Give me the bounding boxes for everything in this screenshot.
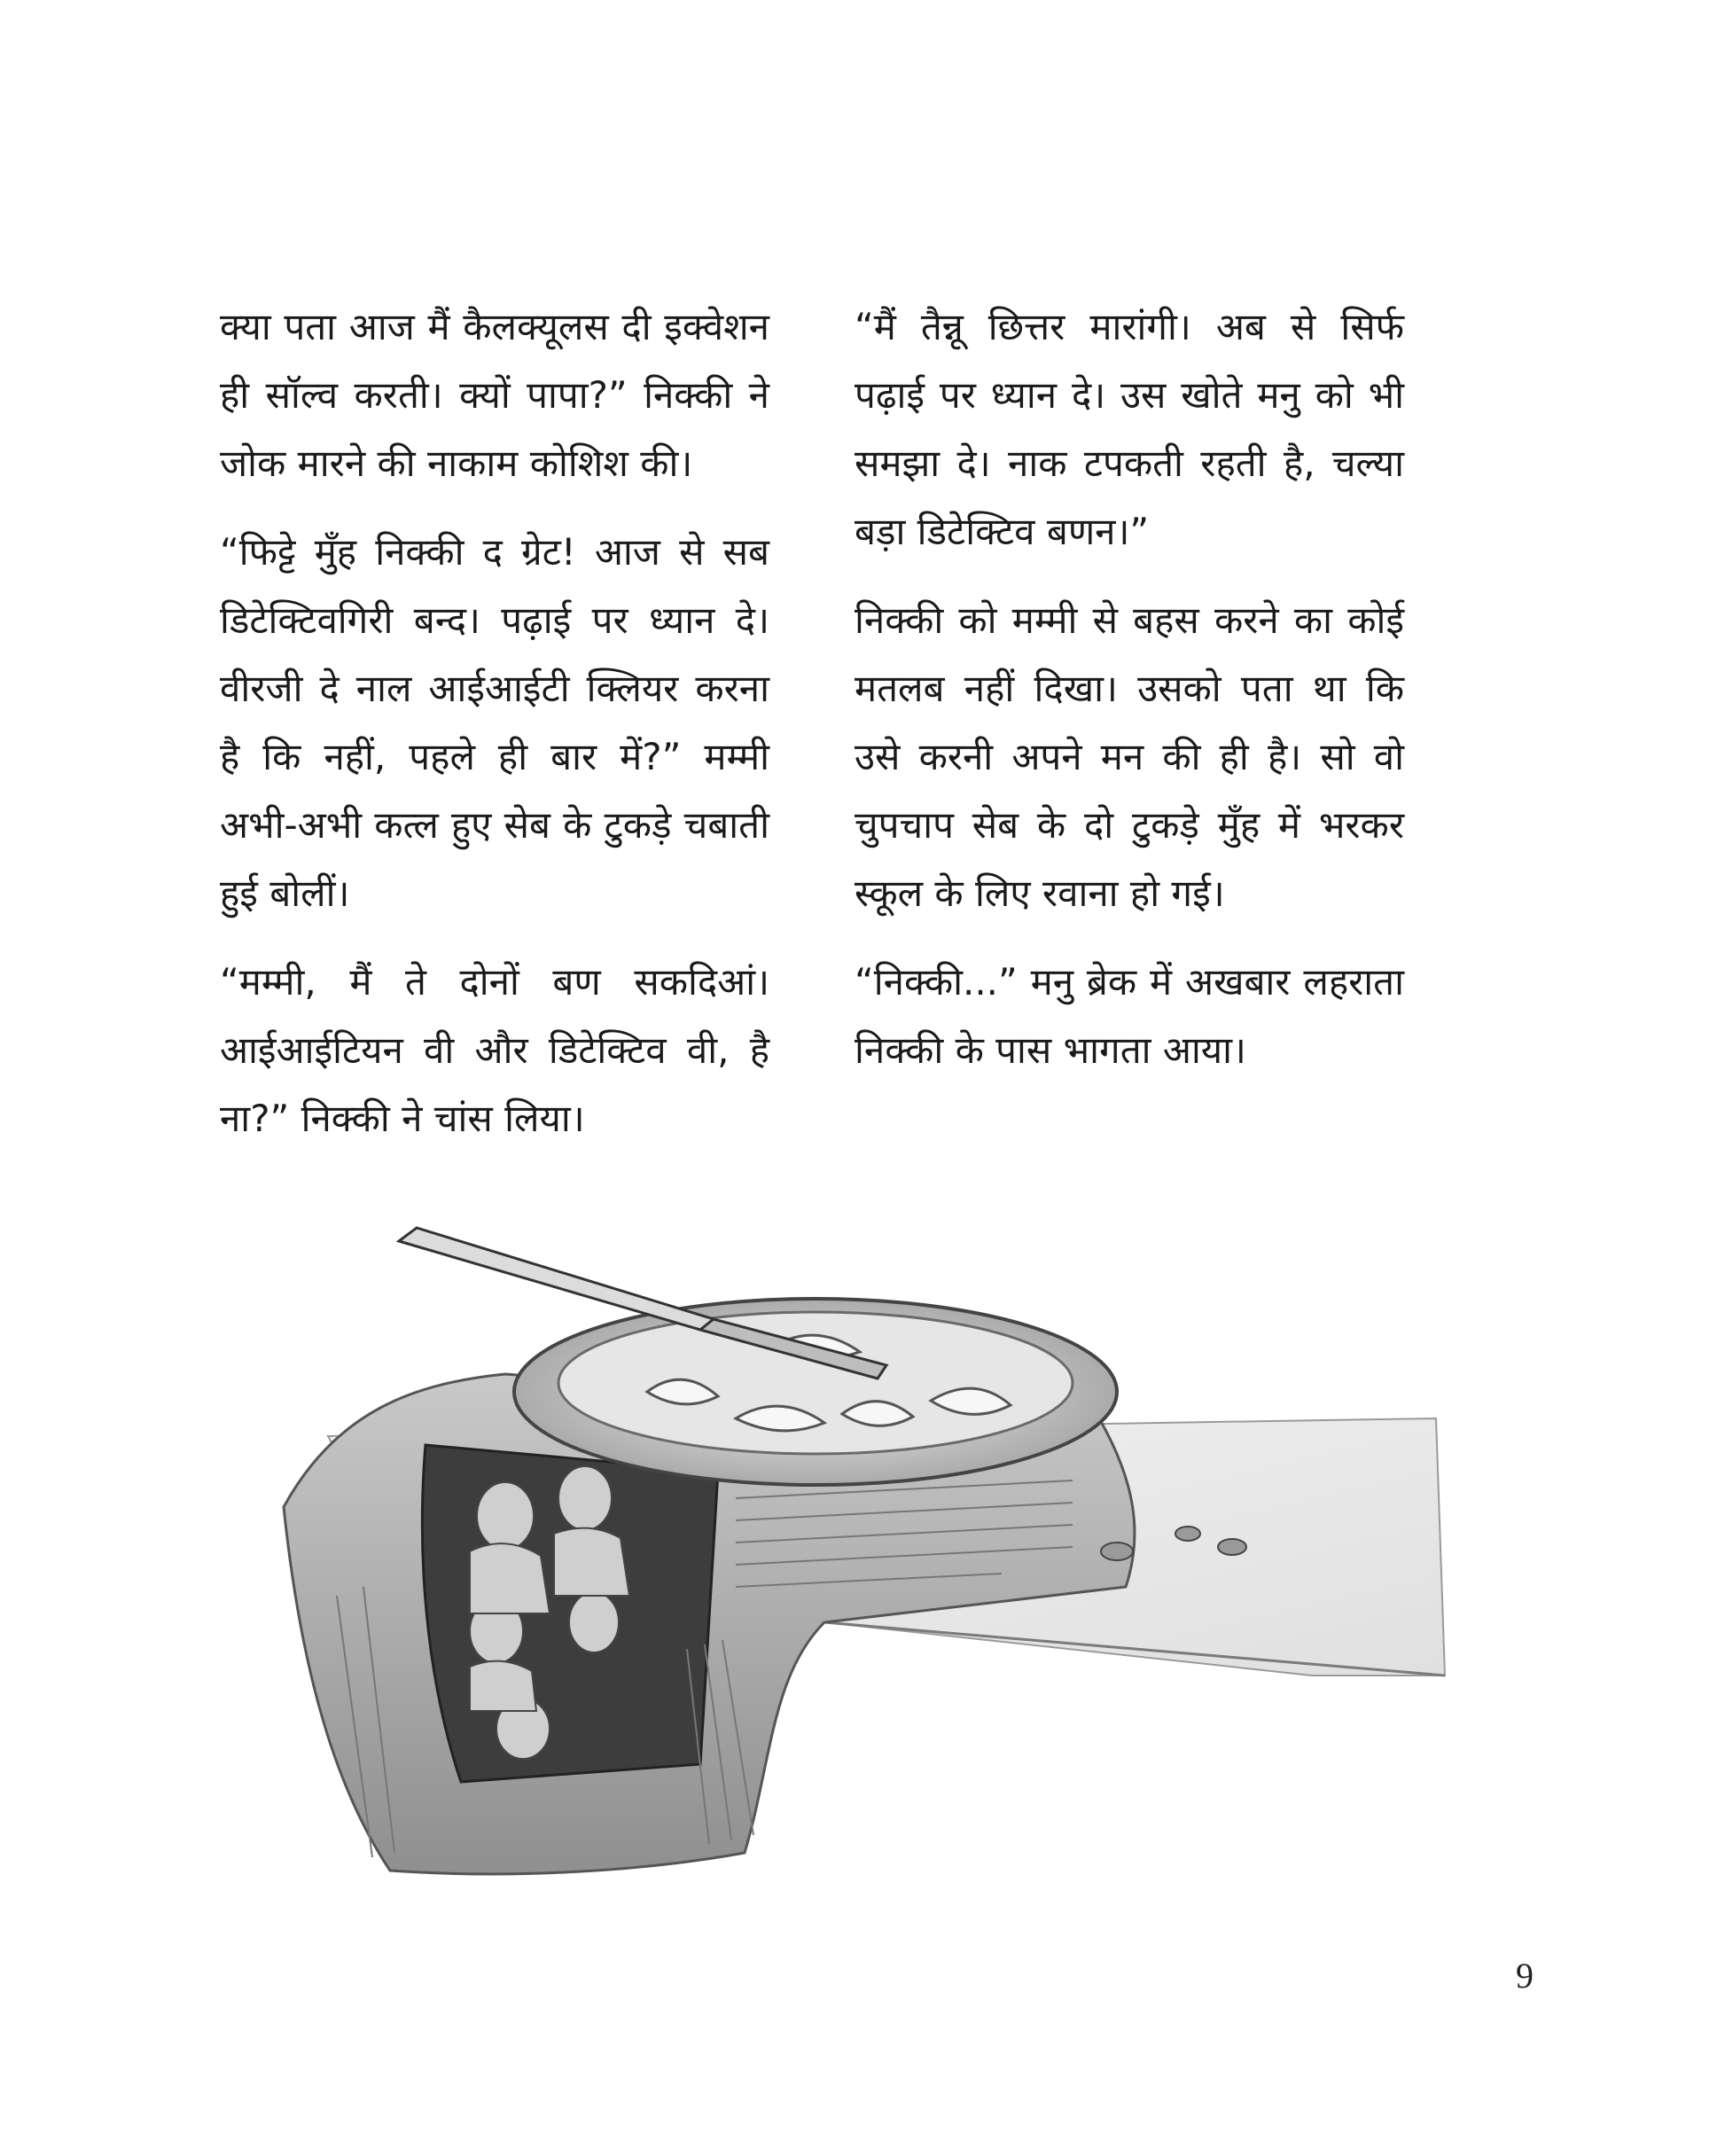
paragraph: “फिट्टे मुँह निक्की द ग्रेट! आज से सब डिटेक्टिवगिरी बन्द। पढ़ाई पर ध्यान दे। वीरजी दे नाल आईआईटी क्लियर करना है कि नहीं, पहले ही बार में?” मम्मी अभी-अभी कत्ल हुए सेब के टुकड़े चबाती हुई बोलीं।: [220, 530, 769, 915]
paragraph: “मैं तैन्नू छित्तर मारांगी। अब से सिर्फ पढ़ाई पर ध्यान दे। उस खोते मनु को भी समझा दे। नाक टपकती रहती है, चल्या बड़ा डिटेक्टिव बणन।”: [855, 305, 1404, 553]
left-text-column: [220, 293, 769, 1173]
paragraph: निक्की को मम्मी से बहस करने का कोई मतलब नहीं दिखा। उसको पता था कि उसे करनी अपने मन की ही है। सो वो चुपचाप सेब के दो टुकड़े मुँह में भरकर स्कूल के लिए रवाना हो गई।: [855, 598, 1404, 915]
newspaper-plate-illustration: [204, 1215, 1454, 1906]
right-text-column: [855, 293, 1404, 1105]
page-number: 9: [1516, 1956, 1534, 1996]
paragraph: क्या पता आज मैं कैलक्यूलस दी इक्वेशन ही सॉल्व करती। क्यों पापा?” निक्की ने जोक मारने की नाकाम कोशिश की।: [220, 305, 769, 485]
paragraph: “निक्की...” मनु ब्रेक में अखबार लहराता निक्की के पास भागता आया।: [855, 960, 1404, 1072]
paragraph: “मम्मी, मैं ते दोनों बण सकदिआं। आईआईटियन वी और डिटेक्टिव वी, है ना?” निक्की ने चांस लिया।: [220, 960, 769, 1140]
